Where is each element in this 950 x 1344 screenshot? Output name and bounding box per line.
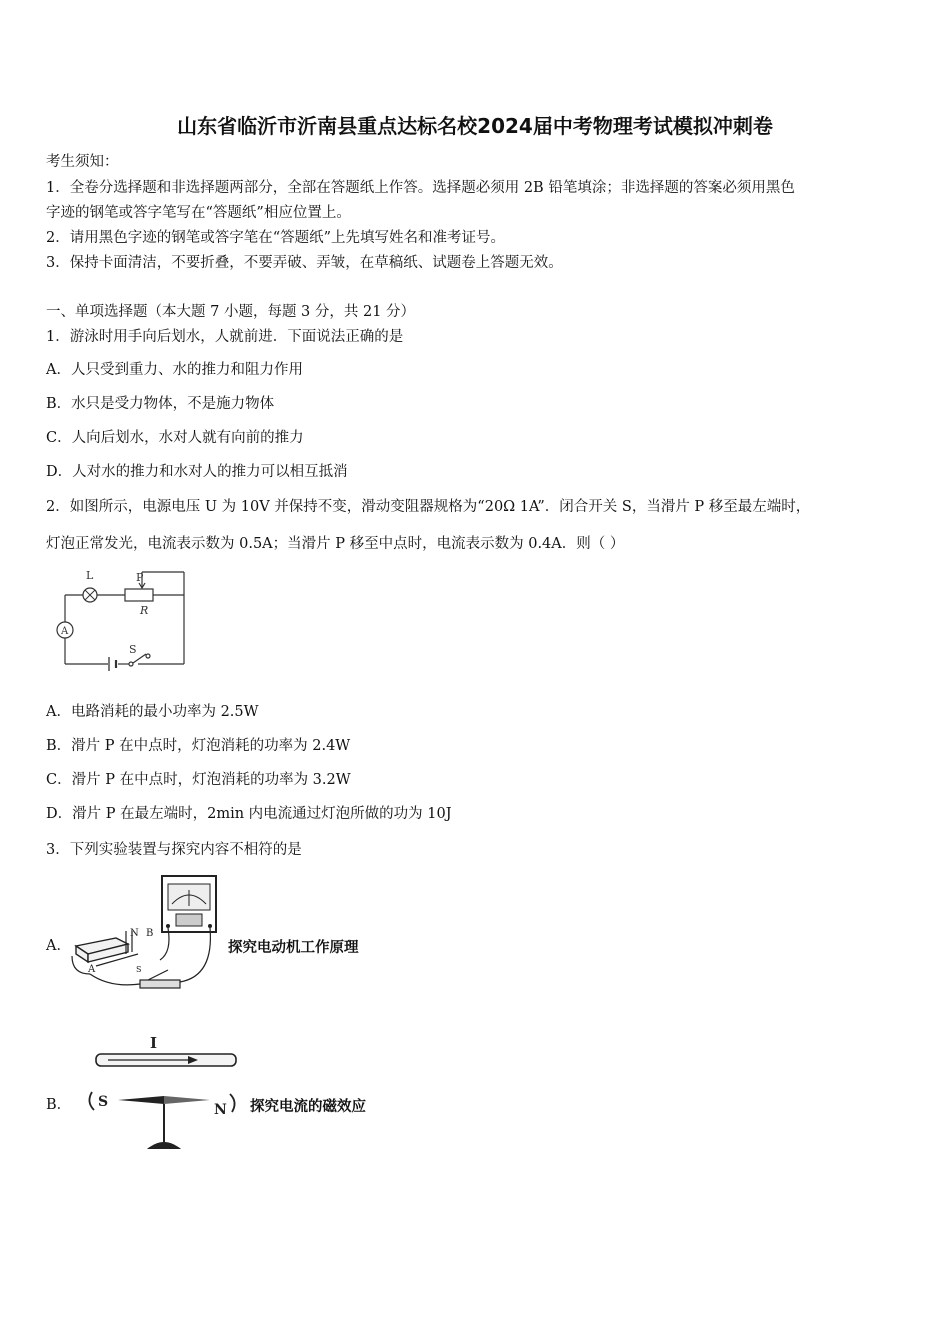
q3-option-a-text: 探究电动机工作原理: [228, 939, 359, 956]
q2-option-d: D．滑片 P 在最左端时，2min 内电流通过灯泡所做的功为 10J: [46, 806, 452, 822]
notice-item-1a: 1．全卷分选择题和非选择题两部分，全部在答题纸上作答。选择题必须用 2B 铅笔填涂；非选择题的答案必须用黑色: [46, 180, 795, 196]
q3-option-b-text: 探究电流的磁效应: [250, 1098, 366, 1115]
resistor-label: R: [140, 604, 149, 617]
page-title: 山东省临沂市沂南县重点达标名校2024届中考物理考试模拟冲刺卷: [177, 114, 773, 138]
lamp-label: L: [86, 569, 94, 582]
galvanometer-icon: [162, 876, 216, 932]
rheostat-icon: [125, 589, 153, 601]
wire-icon: [96, 1054, 236, 1066]
south-label: S: [98, 1094, 109, 1110]
ammeter-label: A: [61, 626, 69, 637]
q1-option-c: C．人向后划水，水对人就有向前的推力: [46, 430, 304, 446]
lamp-icon: [83, 588, 97, 602]
q1-option-d: D．人对水的推力和水对人的推力可以相互抵消: [46, 464, 348, 480]
q2-stem-b: 灯泡正常发光，电流表示数为 0.5A；当滑片 P 移至中点时，电流表示数为 0.4A．则（ ）: [46, 536, 625, 552]
switch-icon: [140, 970, 180, 988]
switch-label: S: [129, 643, 137, 656]
q2-option-a: A．电路消耗的最小功率为 2.5W: [46, 704, 259, 720]
terminal-a-label: A: [88, 964, 96, 975]
q2-stem-a: 2．如图所示，电源电压 U 为 10V 并保持不变，滑动变阻器规格为“20Ω 1A”．闭合开关 S，当滑片 P 移至最左端时，: [46, 499, 811, 515]
slider-label: P: [136, 571, 144, 584]
section-heading: 一、单项选择题（本大题 7 小题，每题 3 分，共 21 分）: [46, 304, 416, 320]
q3-galvanometer-apparatus: [68, 874, 220, 1000]
q3-option-b-label: B．: [46, 1097, 72, 1113]
q1-stem: 1．游泳时用手向后划水，人就前进．下面说法正确的是: [46, 329, 404, 345]
battery-icon: [109, 657, 116, 671]
q2-option-c: C．滑片 P 在中点时，灯泡消耗的功率为 3.2W: [46, 772, 351, 788]
notice-heading: 考生须知：: [46, 154, 119, 170]
notice-item-3: 3．保持卡面清洁，不要折叠，不要弄破、弄皱，在草稿纸、试题卷上答题无效。: [46, 255, 563, 271]
compass-needle-icon: [118, 1096, 210, 1104]
q3-stem: 3．下列实验装置与探究内容不相符的是: [46, 842, 302, 858]
q1-option-b: B．水只是受力物体，不是施力物体: [46, 396, 275, 412]
compass-stand-icon: [150, 1104, 178, 1148]
south-pole-label: S: [136, 965, 142, 974]
notice-item-1b: 字迹的钢笔或答字笔写在“答题纸”相应位置上。: [46, 205, 351, 221]
q3-option-a-label: A．: [46, 938, 71, 954]
north-label: N: [214, 1102, 227, 1118]
q2-option-b: B．滑片 P 在中点时，灯泡消耗的功率为 2.4W: [46, 738, 351, 754]
north-pole-label: N: [130, 928, 139, 939]
current-label: I: [150, 1034, 158, 1052]
magnet-icon: [76, 938, 128, 962]
q3-oersted-apparatus: [78, 1030, 244, 1160]
q1-option-a: A．人只受到重力、水的推力和阻力作用: [46, 362, 303, 378]
terminal-b-label: B: [146, 928, 154, 939]
q2-circuit-diagram: [50, 562, 195, 674]
notice-item-2: 2．请用黑色字迹的钢笔或答字笔在“答题纸”上先填写姓名和准考证号。: [46, 230, 506, 246]
